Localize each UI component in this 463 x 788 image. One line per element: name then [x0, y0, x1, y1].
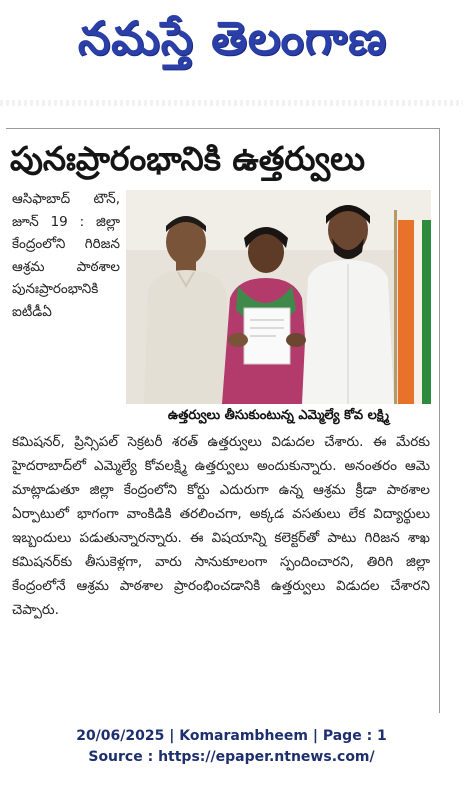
edition-line: 20/06/2025 | Komarambheem | Page : 1: [76, 728, 387, 744]
newspaper-masthead: నమస్తే తెలంగాణ: [77, 11, 388, 65]
clipping-footer: [0, 726, 463, 768]
news-photo: [126, 190, 431, 404]
photo-illustration: [126, 190, 431, 404]
article-lead-column: ఆసిఫాబాద్ టౌన్, జూన్ 19 : జిల్లా కేంద్రంలోని గిరిజన ఆశ్రమ పాఠశాల పునఃప్రారంభానికి ఐటీడీఏ: [12, 191, 120, 320]
masthead-divider: [0, 100, 463, 106]
photo-caption: ఉత్తర్వులు తీసుకుంటున్న ఎమ్మెల్యే కోవ లక్ష్మి: [126, 404, 431, 428]
article-body: కమిషనర్, ప్రిన్సిపల్ సెక్రటరీ శరత్ ఉత్తర్వులు విడుదల చేశారు. ఈ మేరకు హైదరాబాద్‌లో ఎమ్మెల్యే కోవలక్ష్మి ఉత్తర్వులు అందుకున్నారు. అనంతరం ఆమె మాట్లాడుతూ జిల్లా కేంద్రంలోని కోర్టు ఎదురుగా ఉన్న ఆశ్రమ క్రీడా పాఠశాల ఏర్పాటులో భాగంగా వాంకిడికి తరలించగా, అక్కడ వసతులు లేక విద్యార్థులు ఇబ్బందులు పడుతున్నారన్నారు. ఈ విషయాన్ని కలెక్టర్‌తో పాటు గిరిజన శాఖ కమిషనర్‌కు తీసుకెళ్లగా, వారు సానుకూలంగా స్పందించారని, తిరిగి జిల్లా కేంద్రంలోనే ఆశ్రమ పాఠశాల ప్రారంభించడానికి ఉత్తర్వులు విడుదల చేశారని చెప్పారు.: [12, 434, 430, 618]
article-headline: పునఃప్రారంభానికి ఉత్తర్వులు: [10, 139, 365, 178]
source-line: Source : https://epaper.ntnews.com/: [88, 749, 375, 765]
